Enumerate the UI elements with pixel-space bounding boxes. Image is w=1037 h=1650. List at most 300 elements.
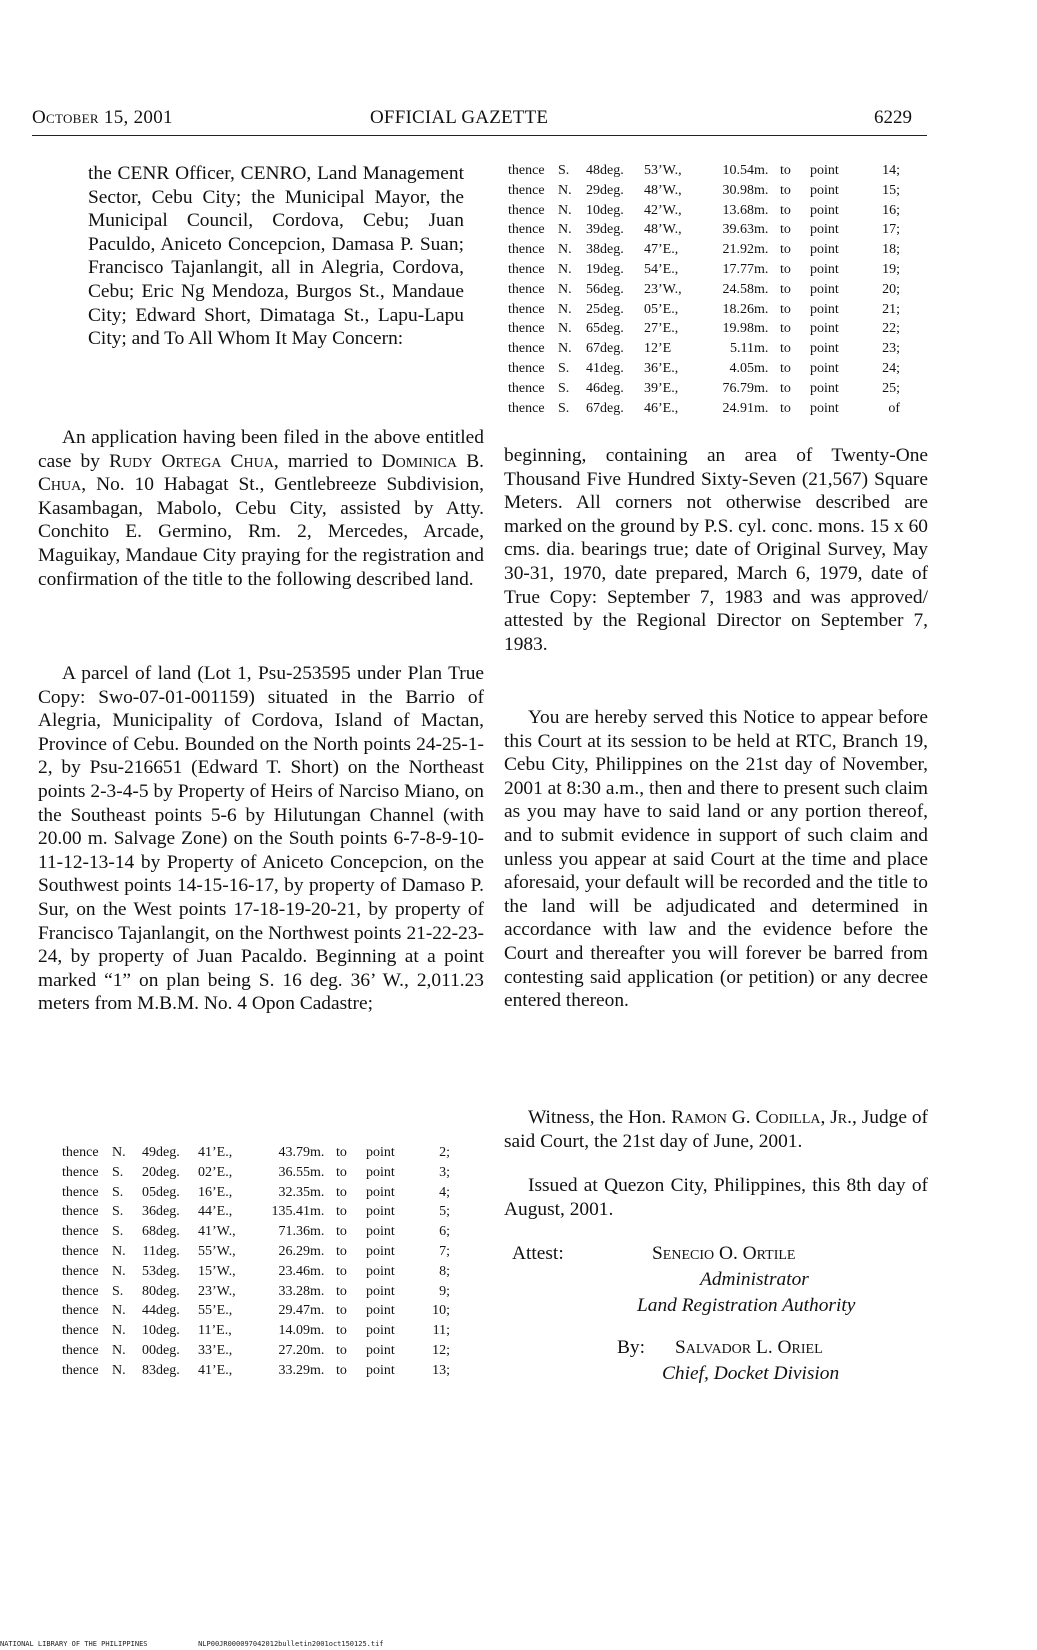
bearing-degrees: 80 — [142, 1283, 156, 1299]
by-name: Salvador L. Oriel — [675, 1337, 823, 1358]
bearing-minutes: 44’E., — [198, 1204, 233, 1220]
bearing-minutes: 02’E., — [198, 1164, 233, 1180]
bearing-degrees: 46 — [586, 380, 600, 396]
bearing-thence: thence — [62, 1283, 99, 1299]
bearing-point: point — [810, 261, 839, 277]
bearing-point: point — [810, 222, 839, 238]
bearing-point: point — [366, 1224, 395, 1240]
bearing-direction: N. — [112, 1342, 126, 1358]
bearing-degrees: 39 — [586, 222, 600, 238]
bearing-minutes: 54’E., — [644, 261, 679, 277]
bearing-point: point — [810, 202, 839, 218]
bearing-to: to — [780, 163, 791, 178]
bearing-point-number: 5; — [439, 1204, 450, 1220]
bearing-point-number: 22; — [882, 321, 900, 337]
bearing-row — [62, 1262, 450, 1282]
bearing-meters: m. — [310, 1263, 325, 1279]
bearing-degrees: 56 — [586, 281, 600, 297]
bearing-distance: 43.79 — [278, 1145, 310, 1160]
bearing-to: to — [336, 1283, 347, 1299]
bearing-point-number: 23; — [882, 341, 900, 357]
bearing-direction: N. — [558, 222, 572, 238]
bearing-point-number: 14; — [882, 163, 900, 178]
recipients-block — [88, 162, 464, 351]
bearing-point-number: 7; — [439, 1243, 450, 1259]
bearing-point-number: 3; — [439, 1164, 450, 1180]
bearing-row — [62, 1301, 450, 1321]
application-paragraph — [38, 426, 484, 591]
attest-title: Administrator — [700, 1269, 809, 1290]
bearing-thence: thence — [508, 301, 545, 317]
bearing-to: to — [780, 281, 791, 297]
bearing-point-number: 25; — [882, 380, 900, 396]
bearing-distance: 24.58 — [722, 281, 754, 297]
bearing-minutes: 16’E., — [198, 1184, 233, 1200]
bearing-distance: 4.05 — [729, 360, 754, 376]
bearing-direction: S. — [112, 1224, 124, 1240]
bearing-meters: m. — [754, 400, 769, 416]
bearing-direction: N. — [112, 1362, 126, 1378]
application-block — [38, 426, 484, 591]
scan-footer — [0, 1640, 384, 1648]
bearing-meters: m. — [754, 281, 769, 297]
bearing-point-number: of — [888, 400, 900, 416]
bearing-deg-label: deg. — [600, 321, 624, 337]
bearing-degrees: 53 — [142, 1263, 156, 1279]
bearing-point-number: 11; — [432, 1323, 450, 1339]
bearing-degrees: 10 — [142, 1323, 156, 1339]
bearing-distance: 32.35 — [278, 1184, 310, 1200]
bearing-row — [508, 300, 900, 320]
bearing-to: to — [336, 1342, 347, 1358]
bearing-point: point — [366, 1164, 395, 1180]
bearing-direction: S. — [112, 1204, 124, 1220]
bearing-distance: 13.68 — [722, 202, 754, 218]
bearing-degrees: 25 — [586, 301, 600, 317]
bearing-to: to — [780, 360, 791, 376]
bearing-distance: 36.55 — [278, 1164, 310, 1180]
bearing-deg-label: deg. — [600, 360, 624, 376]
publication-title: OFFICIAL GAZETTE — [370, 107, 549, 128]
bearing-degrees: 11 — [142, 1243, 156, 1259]
bearing-deg-label: deg. — [156, 1263, 180, 1279]
recipients-text: the CENR Officer, CENRO, Land Management Sector, Cebu City; the Municipal Mayor, the Municipal Council, Cordova, Cebu; Juan Paculdo, Aniceto Concepcion, Damasa P. Suan; Francisco Tajanlangit, all in Alegria, Cordova, Cebu; Eric Ng Mendoza, Burgos St., Mandaue City; Edward Short, Dimataga St., Lapu-Lapu City; and To All Whom It May Concern: — [88, 163, 464, 350]
bearing-degrees: 00 — [142, 1342, 156, 1358]
bearing-direction: N. — [558, 281, 572, 297]
bearing-to: to — [780, 301, 791, 317]
bearing-point: point — [366, 1184, 395, 1200]
bearing-deg-label: deg. — [156, 1184, 180, 1200]
bearing-to: to — [336, 1323, 347, 1339]
parcel-description: A parcel of land (Lot 1, Psu-253595 under Plan True Copy: Swo-07-01-001159) situated in the Barrio of Alegria, Municipality of Cordova, Island of Mactan, Province of Cebu. Bounded on the North points 24-25-1-2, by Psu-216651 (Edward T. Short) on the Northeast points 2-3-4-5 by Property of Heirs of Narciso Miano, on the Southeast points 5-6 by Hilutungan Channel (with 20.00 m. Salvage Zone) on the South points 6-7-8-9-10-11-12-13-14 by Property of Aniceto Concepcion, on the Southwest points 14-15-16-17, by property of Damaso P. Sur, on the West points 17-18-19-20-21, by property of Francisco Tajanlangit, on the Northwest points 21-22-23-24, by property of Juan Pacaldo. Beginning at a point marked “1” on plan being S. 16 deg. 36’ W., 2,011.23 meters from M.B.M. No. 4 Opon Cadastre; — [38, 663, 484, 1015]
bearing-meters: m. — [754, 261, 769, 277]
bearing-deg-label: deg. — [600, 202, 624, 218]
bearing-thence: thence — [508, 321, 545, 337]
bearing-distance: 10.54 — [722, 163, 754, 178]
bearing-row — [508, 319, 900, 339]
bearing-row — [508, 359, 900, 379]
bearing-minutes: 41’E., — [198, 1362, 233, 1378]
bearing-distance: 14.09 — [278, 1323, 310, 1339]
bearing-degrees: 67 — [586, 341, 600, 357]
bearing-direction: N. — [558, 242, 572, 258]
bearing-thence: thence — [62, 1323, 99, 1339]
bearing-deg-label: deg. — [600, 281, 624, 297]
bearing-to: to — [780, 261, 791, 277]
bearing-to: to — [336, 1204, 347, 1220]
bearing-point: point — [366, 1362, 395, 1378]
bearing-degrees: 20 — [142, 1164, 156, 1180]
bearing-to: to — [336, 1164, 347, 1180]
bearing-to: to — [780, 182, 791, 198]
bearing-direction: S. — [112, 1164, 124, 1180]
bearing-distance: 29.47 — [278, 1303, 310, 1319]
bearing-minutes: 11’E., — [198, 1323, 232, 1339]
bearing-point-number: 4; — [439, 1184, 450, 1200]
bearing-distance: 135.41 — [271, 1204, 310, 1220]
bearing-minutes: 41’E., — [198, 1145, 233, 1160]
bearing-point: point — [810, 321, 839, 337]
bearing-meters: m. — [310, 1145, 325, 1160]
attest-name: Senecio O. Ortile — [652, 1243, 796, 1264]
bearing-row — [508, 280, 900, 300]
bearing-degrees: 36 — [142, 1204, 156, 1220]
bearing-meters: m. — [754, 202, 769, 218]
bearing-degrees: 10 — [586, 202, 600, 218]
bearing-direction: N. — [112, 1145, 126, 1160]
bearing-degrees: 41 — [586, 360, 600, 376]
bearing-minutes: 27’E., — [644, 321, 679, 337]
bearing-to: to — [336, 1184, 347, 1200]
witness-text-1: Witness, the Hon. — [528, 1107, 672, 1128]
bearing-meters: m. — [754, 163, 769, 178]
bearing-thence: thence — [508, 222, 545, 238]
bearing-row — [62, 1222, 450, 1242]
application-text-3: , No. 10 Habagat St., Gentlebreeze Subdivision, Kasambagan, Mabolo, Cebu City, assisted by Atty. Conchito E. Germino, Rm. 2, Mercedes, Arcade, Maguikay, Mandaue City praying for the registration and confirmation of the title to the following described land. — [38, 474, 484, 590]
summons-text: You are hereby served this Notice to appear before this Court at its session to be held at RTC, Branch 19, Cebu City, Philippines on the 21st day of November, 2001 at 8:30 a.m., then and there to present such claim as you may have to said land or any portion thereof, and to submit evidence in support of such claim and unless you appear at said Court at the time and place aforesaid, your default will be recorded and the title to the land will be adjudicated and determined in accordance with law and the evidence before the Court and thereafter you will forever be barred from contesting said application (or petition) or any decree entered thereon. — [504, 707, 928, 1012]
bearing-row — [62, 1202, 450, 1222]
bearing-point-number: 12; — [432, 1342, 450, 1358]
bearing-row — [508, 379, 900, 399]
bearing-row — [508, 181, 900, 201]
bearing-point: point — [366, 1263, 395, 1279]
bearing-point: point — [810, 163, 839, 178]
bearing-minutes: 53’W., — [644, 163, 682, 178]
bearing-degrees: 48 — [586, 163, 600, 178]
bearing-degrees: 68 — [142, 1224, 156, 1240]
spouse-name: Dominica B. Chua — [38, 450, 484, 496]
bearing-direction: S. — [112, 1184, 124, 1200]
bearing-meters: m. — [310, 1323, 325, 1339]
bearing-thence: thence — [508, 163, 545, 178]
bearing-point: point — [366, 1243, 395, 1259]
bearing-thence: thence — [62, 1145, 99, 1160]
by-label: By: — [617, 1337, 646, 1358]
summons-block — [504, 706, 928, 1013]
area-description: beginning, containing an area of Twenty-One Thousand Five Hundred Sixty-Seven (21,567) Square Meters. All corners not otherwise described are marked on the ground by P.S. cyl. conc. mons. 15 x 60 cms. dia. bearings true; date of Original Survey, May 30-31, 1970, date prepared, March 6, 1979, date of True Copy: September 7, 1983 and was approved/ attested by the Regional Director on September 7, 1983. — [504, 445, 928, 655]
bearing-to: to — [780, 321, 791, 337]
by-title: Chief, Docket Division — [662, 1363, 840, 1384]
bearing-distance: 33.28 — [278, 1283, 310, 1299]
bearing-direction: S. — [112, 1283, 124, 1299]
bearing-row — [62, 1361, 450, 1381]
bearing-thence: thence — [508, 400, 545, 416]
bearing-meters: m. — [754, 222, 769, 238]
bearing-point: point — [810, 341, 839, 357]
bearing-point: point — [810, 182, 839, 198]
bearing-to: to — [780, 242, 791, 258]
bearing-minutes: 46’E., — [644, 400, 679, 416]
bearing-row — [62, 1282, 450, 1302]
bearing-point: point — [366, 1145, 395, 1160]
bearing-minutes: 48’W., — [644, 222, 682, 238]
bearing-thence: thence — [62, 1263, 99, 1279]
bearing-point-number: 18; — [882, 242, 900, 258]
parcel-block — [38, 662, 484, 1016]
application-text-1: An application having been filed in the above entitled case by — [38, 427, 484, 472]
bearing-thence: thence — [508, 380, 545, 396]
bearing-point-number: 21; — [882, 301, 900, 317]
bearing-point: point — [366, 1303, 395, 1319]
bearing-distance: 71.36 — [278, 1224, 310, 1240]
bearing-meters: m. — [754, 182, 769, 198]
bearing-point-number: 2; — [439, 1145, 450, 1160]
bearing-minutes: 23’W., — [644, 281, 682, 297]
bearing-deg-label: deg. — [156, 1243, 180, 1259]
bearing-direction: N. — [112, 1303, 126, 1319]
bearing-degrees: 19 — [586, 261, 600, 277]
bearing-degrees: 05 — [142, 1184, 156, 1200]
bearing-deg-label: deg. — [156, 1323, 180, 1339]
bearings-table-left — [62, 1143, 450, 1381]
bearing-distance: 5.11 — [730, 341, 754, 357]
bearing-thence: thence — [62, 1243, 99, 1259]
bearing-minutes: 33’E., — [198, 1342, 233, 1358]
bearing-deg-label: deg. — [156, 1224, 180, 1240]
bearing-distance: 27.20 — [278, 1342, 310, 1358]
bearing-thence: thence — [508, 242, 545, 258]
bearing-degrees: 67 — [586, 400, 600, 416]
bearing-direction: N. — [112, 1263, 126, 1279]
bearing-thence: thence — [62, 1184, 99, 1200]
bearing-minutes: 05’E., — [644, 301, 679, 317]
bearing-deg-label: deg. — [600, 261, 624, 277]
bearing-to: to — [336, 1362, 347, 1378]
bearing-deg-label: deg. — [156, 1283, 180, 1299]
witness-text — [504, 1106, 928, 1153]
bearing-point-number: 17; — [882, 222, 900, 238]
bearing-distance: 26.29 — [278, 1243, 310, 1259]
bearing-meters: m. — [754, 341, 769, 357]
bearing-point-number: 19; — [882, 261, 900, 277]
bearing-meters: m. — [310, 1224, 325, 1240]
bearing-minutes: 48’W., — [644, 182, 682, 198]
bearing-point: point — [810, 400, 839, 416]
issued-text: Issued at Quezon City, Philippines, this 8th day of August, 2001. — [504, 1175, 928, 1220]
bearing-row — [508, 161, 900, 181]
bearing-point: point — [810, 242, 839, 258]
bearing-meters: m. — [310, 1164, 325, 1180]
footer-file-id: NLP00JR000097042012bulletin2001oct150125.tif — [198, 1640, 384, 1648]
bearing-deg-label: deg. — [600, 341, 624, 357]
bearing-direction: N. — [112, 1243, 126, 1259]
attest-label: Attest: — [512, 1243, 564, 1264]
bearing-thence: thence — [62, 1303, 99, 1319]
bearing-thence: thence — [62, 1342, 99, 1358]
bearing-distance: 39.63 — [722, 222, 754, 238]
bearing-direction: S. — [558, 360, 570, 376]
bearing-degrees: 38 — [586, 242, 600, 258]
bearing-minutes: 55’W., — [198, 1243, 236, 1259]
bearing-direction: N. — [112, 1323, 126, 1339]
bearing-direction: N. — [558, 321, 572, 337]
bearing-degrees: 83 — [142, 1362, 156, 1378]
bearing-distance: 19.98 — [722, 321, 754, 337]
bearing-row — [62, 1163, 450, 1183]
bearing-thence: thence — [508, 182, 545, 198]
bearing-point: point — [810, 360, 839, 376]
bearing-meters: m. — [310, 1204, 325, 1220]
bearing-row — [62, 1242, 450, 1262]
bearing-meters: m. — [310, 1243, 325, 1259]
bearing-meters: m. — [310, 1283, 325, 1299]
bearing-meters: m. — [754, 321, 769, 337]
bearing-point-number: 24; — [882, 360, 900, 376]
bearing-degrees: 65 — [586, 321, 600, 337]
bearing-thence: thence — [508, 261, 545, 277]
bearing-row — [508, 339, 900, 359]
bearing-distance: 76.79 — [722, 380, 754, 396]
bearing-point-number: 20; — [882, 281, 900, 297]
bearing-direction: S. — [558, 163, 570, 178]
bearing-meters: m. — [310, 1342, 325, 1358]
bearing-point: point — [366, 1283, 395, 1299]
bearing-point-number: 6; — [439, 1224, 450, 1240]
bearing-direction: S. — [558, 400, 570, 416]
bearing-point-number: 9; — [439, 1283, 450, 1299]
bearing-deg-label: deg. — [156, 1204, 180, 1220]
bearing-deg-label: deg. — [600, 182, 624, 198]
bearing-thence: thence — [62, 1362, 99, 1378]
bearing-point-number: 15; — [882, 182, 900, 198]
bearing-deg-label: deg. — [156, 1303, 180, 1319]
bearing-meters: m. — [310, 1362, 325, 1378]
bearings-table-right — [508, 161, 900, 418]
bearing-point-number: 8; — [439, 1263, 450, 1279]
witness-text-2: , Judge of said Court, the 21st day of June, 2001. — [504, 1107, 929, 1152]
bearing-degrees: 49 — [142, 1145, 156, 1160]
bearing-thence: thence — [62, 1224, 99, 1240]
bearing-to: to — [780, 202, 791, 218]
bearing-point: point — [366, 1204, 395, 1220]
bearing-deg-label: deg. — [600, 163, 624, 178]
bearing-distance: 21.92 — [722, 242, 754, 258]
bearing-thence: thence — [508, 360, 545, 376]
bearing-row — [62, 1341, 450, 1361]
bearing-minutes: 47’E., — [644, 242, 679, 258]
bearing-thence: thence — [508, 281, 545, 297]
bearing-deg-label: deg. — [600, 301, 624, 317]
bearing-to: to — [780, 341, 791, 357]
issue-date: October 15, 2001 — [32, 107, 173, 128]
bearing-to: to — [336, 1303, 347, 1319]
attest-agency: Land Registration Authority — [637, 1295, 856, 1316]
bearing-direction: N. — [558, 341, 572, 357]
bearing-meters: m. — [310, 1303, 325, 1319]
bearing-distance: 18.26 — [722, 301, 754, 317]
bearing-minutes: 15’W., — [198, 1263, 236, 1279]
bearing-to: to — [780, 400, 791, 416]
bearing-thence: thence — [62, 1204, 99, 1220]
bearing-to: to — [336, 1263, 347, 1279]
bearing-minutes: 12’E — [644, 341, 672, 357]
bearing-direction: N. — [558, 301, 572, 317]
bearing-thence: thence — [62, 1164, 99, 1180]
bearing-point: point — [810, 281, 839, 297]
bearing-meters: m. — [310, 1184, 325, 1200]
bearing-distance: 23.46 — [278, 1263, 310, 1279]
bearing-degrees: 44 — [142, 1303, 156, 1319]
bearing-point: point — [810, 380, 839, 396]
bearing-point-number: 16; — [882, 202, 900, 218]
bearing-to: to — [336, 1243, 347, 1259]
bearing-point: point — [366, 1323, 395, 1339]
footer-library: NATIONAL LIBRARY OF THE PHILIPPINES — [0, 1640, 148, 1648]
bearing-row — [508, 240, 900, 260]
page-number: 6229 — [874, 107, 912, 128]
bearing-meters: m. — [754, 380, 769, 396]
bearing-point: point — [366, 1342, 395, 1358]
bearing-distance: 17.77 — [722, 261, 754, 277]
bearing-deg-label: deg. — [156, 1145, 180, 1160]
bearing-deg-label: deg. — [600, 242, 624, 258]
bearing-deg-label: deg. — [156, 1164, 180, 1180]
bearing-point-number: 10; — [432, 1303, 450, 1319]
witness-block — [504, 1106, 928, 1153]
bearing-minutes: 55’E., — [198, 1303, 233, 1319]
bearing-to: to — [780, 222, 791, 238]
bearing-direction: S. — [558, 380, 570, 396]
applicant-name: Rudy Ortega Chua — [109, 450, 274, 472]
bearing-meters: m. — [754, 301, 769, 317]
application-text-2: , married to — [273, 450, 382, 472]
bearing-distance: 24.91 — [722, 400, 754, 416]
bearing-distance: 33.29 — [278, 1362, 310, 1378]
issued-block — [504, 1174, 928, 1221]
bearing-distance: 30.98 — [722, 182, 754, 198]
bearing-minutes: 42’W., — [644, 202, 682, 218]
bearing-deg-label: deg. — [156, 1362, 180, 1378]
area-block — [504, 444, 928, 656]
bearing-thence: thence — [508, 341, 545, 357]
bearing-deg-label: deg. — [600, 222, 624, 238]
bearing-direction: N. — [558, 261, 572, 277]
bearing-degrees: 29 — [586, 182, 600, 198]
bearing-to: to — [336, 1224, 347, 1240]
bearing-meters: m. — [754, 242, 769, 258]
bearing-deg-label: deg. — [156, 1342, 180, 1358]
bearing-deg-label: deg. — [600, 400, 624, 416]
bearing-minutes: 23’W., — [198, 1283, 236, 1299]
bearing-point-number: 13; — [432, 1362, 450, 1378]
header-rule — [32, 135, 927, 136]
bearing-row — [508, 260, 900, 280]
bearing-direction: N. — [558, 202, 572, 218]
bearing-row — [508, 201, 900, 221]
bearing-meters: m. — [754, 360, 769, 376]
bearing-to: to — [780, 380, 791, 396]
bearing-minutes: 41’W., — [198, 1224, 236, 1240]
